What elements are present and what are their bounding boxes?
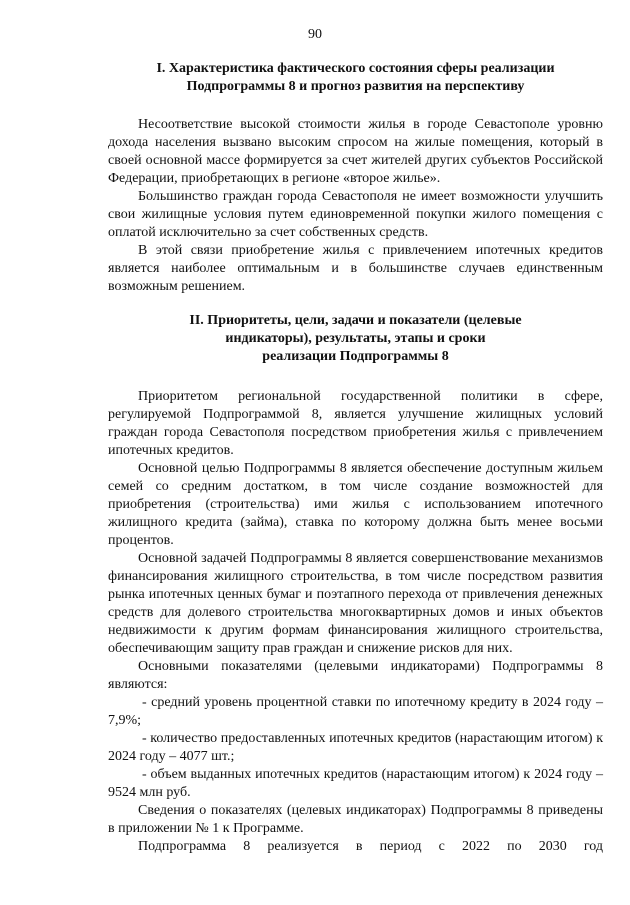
indicator-interest-rate: - средний уровень процентной ставки по ипотечному кредиту в 2024 году – 7,9%; [108, 695, 603, 728]
section-1-title-line-1: I. Характеристика фактического состояния сферы реализации [156, 61, 555, 76]
section-2-indicators-intro: Основными показателями (целевыми индикаторами) Подпрограммы 8 являются: [108, 659, 603, 692]
section-1-title-line-2: Подпрограммы 8 и прогноз развития на перспективу [186, 79, 525, 94]
section-2-task-paragraph: Основной задачей Подпрограммы 8 является совершенствование механизмов финансирования жилищного строительства, в том числе посредством развития рынка ипотечных ценных бумаг и поэтапного перехода от привлечения денежных средств для долевого строительства многоквартирных домов и иных объектов недвижимости к другим формам финансирования жилищного строительства, обеспечивающим защиту прав граждан и снижение рисков для них. [108, 551, 603, 656]
section-2-title-line-3: реализации Подпрограммы 8 [262, 349, 449, 364]
section-1-title [108, 60, 603, 96]
indicator-loan-volume: - объем выданных ипотечных кредитов (нарастающим итогом) к 2024 году – 9524 млн руб. [108, 767, 603, 800]
page-content [108, 60, 603, 856]
section-2-title-line-2: индикаторы), результаты, этапы и сроки [225, 331, 486, 346]
appendix-note: Сведения о показателях (целевых индикаторах) Подпрограммы 8 приведены в приложении № 1 к Программе. [108, 803, 603, 836]
section-2-title [108, 312, 603, 366]
section-2-priority-paragraph: Приоритетом региональной государственной политики в сфере, регулируемой Подпрограммой 8, является улучшение жилищных условий граждан города Севастополя посредством приобретения жилья с привлечением ипотечных кредитов. [108, 389, 603, 458]
section-1-paragraph-3: В этой связи приобретение жилья с привлечением ипотечных кредитов является наиболее оптимальным и в большинстве случаев единственным возможным решением. [108, 243, 603, 294]
section-1-paragraph-1: Несоответствие высокой стоимости жилья в городе Севастополе уровню дохода населения вызвано высоким спросом на жилые помещения, который в своей основной массе формируется за счет жителей других субъектов Российской Федерации, приобретающих в регионе «второе жилье». [108, 117, 603, 186]
section-2-goal-paragraph: Основной целью Подпрограммы 8 является обеспечение доступным жильем семей со средним достатком, в том числе создание возможностей для приобретения (строительства) ими жилья с использованием ипотечного жилищного кредита (займа), ставка по которому должна быть менее восьми процентов. [108, 461, 603, 548]
period-line: Подпрограмма 8 реализуется в период с 2022 по 2030 год [138, 839, 603, 854]
section-2-title-line-1: II. Приоритеты, цели, задачи и показатели (целевые [189, 313, 522, 328]
page-number: 90 [308, 27, 322, 42]
section-1-paragraph-2: Большинство граждан города Севастополя не имеет возможности улучшить свои жилищные условия путем единовременной покупки жилого помещения с оплатой исключительно за счет собственных средств. [108, 189, 603, 240]
indicator-loan-count: - количество предоставленных ипотечных кредитов (нарастающим итогом) к 2024 году – 4077 шт.; [108, 731, 603, 764]
